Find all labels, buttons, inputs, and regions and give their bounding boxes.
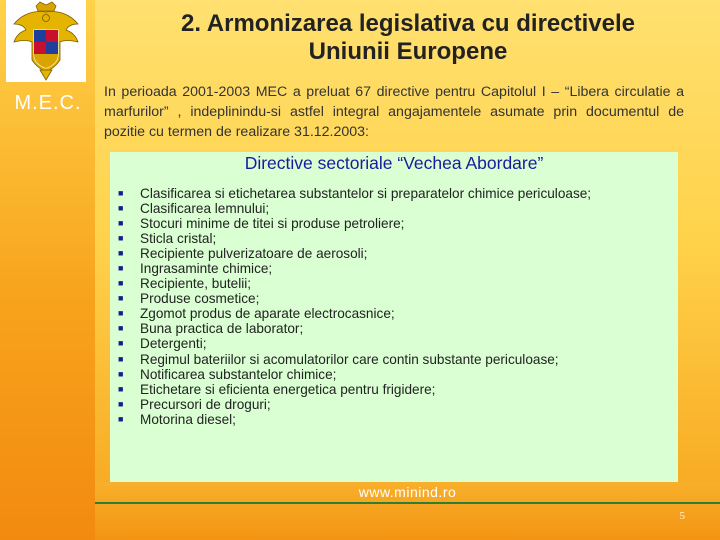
square-bullet-icon: ■ [118, 248, 124, 259]
square-bullet-icon: ■ [118, 353, 124, 364]
square-bullet-icon: ■ [118, 263, 124, 274]
directive-item-text: Etichetare si eficienta energetica pentru frigidere; [140, 381, 436, 397]
square-bullet-icon: ■ [118, 203, 124, 214]
slide-title-line-2: Uniunii Europene [308, 38, 508, 65]
directive-item-text: Recipiente pulverizatoare de aerosoli; [140, 246, 368, 262]
directive-item [118, 336, 591, 351]
panel-title: Directive sectoriale “Vechea Abordare” [244, 153, 544, 173]
directive-item [118, 382, 591, 397]
organization-abbreviation: M.E.C. [14, 92, 82, 114]
directive-item [118, 246, 591, 261]
square-bullet-icon: ■ [118, 293, 124, 304]
directive-item [118, 306, 591, 321]
directive-item [118, 231, 591, 246]
directive-item-text: Recipiente, butelii; [140, 276, 252, 292]
directive-item-text: Produse cosmetice; [140, 291, 260, 307]
square-bullet-icon: ■ [118, 308, 124, 319]
directive-item-text: Regimul bateriilor si acomulatorilor care contin substante periculoase; [140, 351, 559, 367]
directive-item-text: Notificarea substantelor chimice; [140, 366, 337, 382]
directive-item [118, 352, 591, 367]
directive-item [118, 201, 591, 216]
directive-item-text: Motorina diesel; [140, 411, 236, 427]
intro-paragraph: In perioada 2001-2003 MEC a preluat 67 directive pentru Capitolul I – “Libera circulatie a marfurilor” , indeplinindu-si astfel integral angajamentele asumate prin documentul de pozitie cu termen de realizare 31.12.2003: [104, 84, 684, 140]
directive-item-text: Zgomot produs de aparate electrocasnice; [140, 306, 395, 322]
directive-item [118, 397, 591, 412]
square-bullet-icon: ■ [118, 383, 124, 394]
square-bullet-icon: ■ [118, 398, 124, 409]
website-url: www.minind.ro [358, 484, 457, 500]
directive-item-text: Precursori de droguri; [140, 396, 271, 412]
slide-title [96, 10, 720, 66]
square-bullet-icon: ■ [118, 338, 124, 349]
directive-item-text: Clasificarea lemnului; [140, 201, 270, 217]
directive-item [118, 412, 591, 427]
sidebar [0, 0, 95, 540]
directive-item [118, 367, 591, 382]
square-bullet-icon: ■ [118, 413, 124, 424]
directive-item [118, 216, 591, 231]
directive-item-text: Sticla cristal; [140, 231, 217, 247]
directive-item [118, 186, 591, 201]
page-number: 5 [679, 510, 685, 522]
directive-item [118, 276, 591, 291]
coat-of-arms-icon [6, 0, 86, 82]
square-bullet-icon: ■ [118, 188, 124, 198]
square-bullet-icon: ■ [118, 278, 124, 289]
square-bullet-icon: ■ [118, 368, 124, 379]
square-bullet-icon: ■ [118, 323, 124, 334]
footer-bar [95, 482, 720, 540]
directive-item-text: Clasificarea si etichetarea substantelor si preparatelor chimice periculoase; [140, 186, 592, 201]
directives-panel [110, 152, 678, 482]
directives-list [118, 186, 591, 427]
directive-item-text: Buna practica de laborator; [140, 321, 304, 337]
directive-item-text: Stocuri minime de titei si produse petroliere; [140, 216, 405, 232]
url-underline [95, 502, 720, 504]
directive-item-text: Detergenti; [140, 336, 207, 352]
square-bullet-icon: ■ [118, 218, 124, 229]
directive-item-text: Ingrasaminte chimice; [140, 261, 273, 277]
slide-title-line-1: 2. Armonizarea legislativa cu directivele [181, 10, 635, 37]
directive-item [118, 321, 591, 336]
directive-item [118, 261, 591, 276]
directive-item [118, 291, 591, 306]
square-bullet-icon: ■ [118, 233, 124, 244]
